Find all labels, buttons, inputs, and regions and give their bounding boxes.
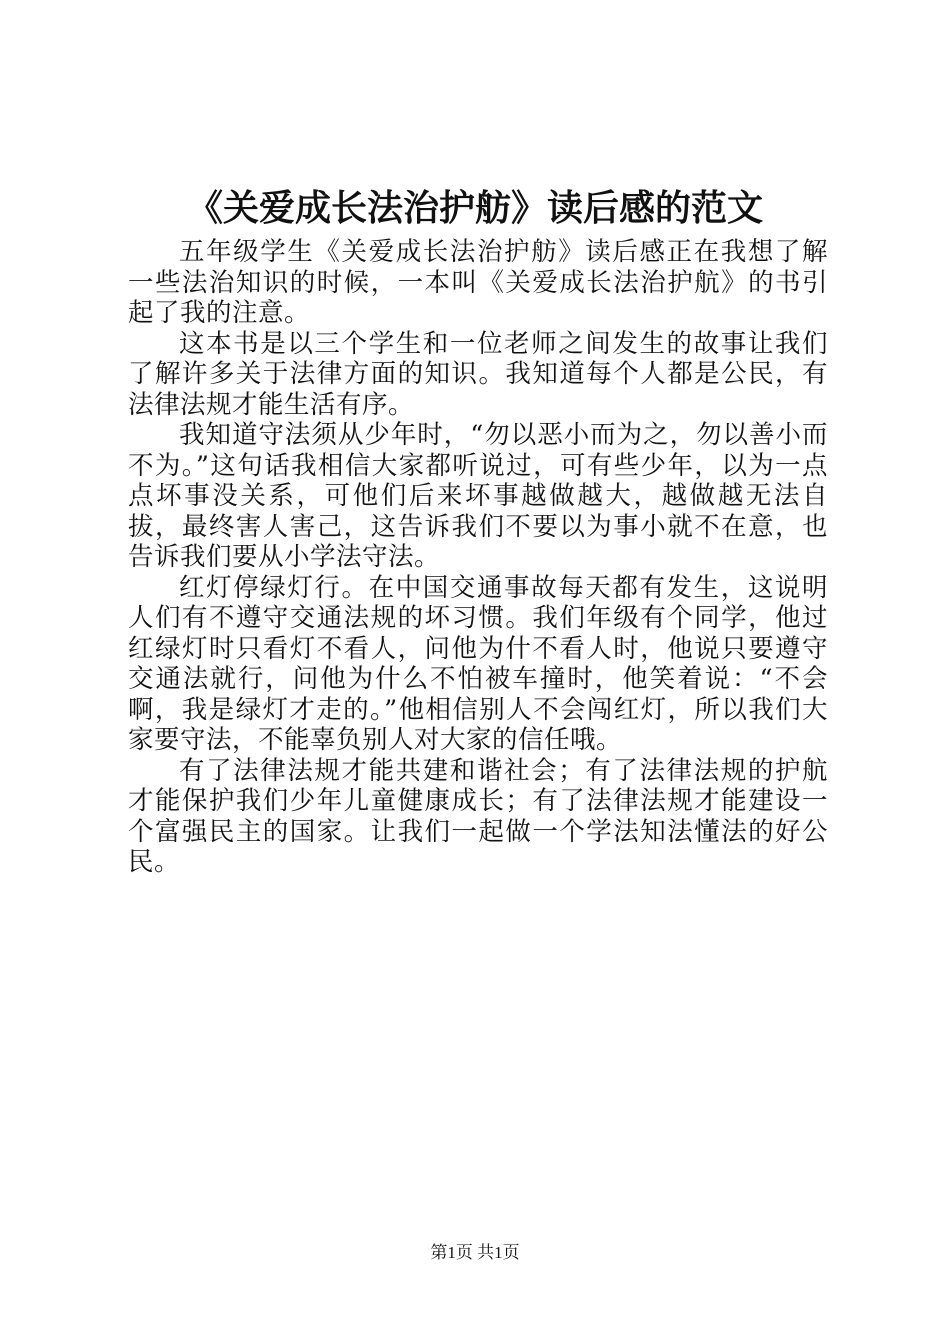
document-body [128,237,828,878]
document-title: 《关爱成长法治护舫》读后感的范文 [186,187,763,229]
paragraph-4: 红灯停绿灯行。在中国交通事故每天都有发生，这说明人们有不遵守交通法规的坏习惯。我们年级有个同学，他过红绿灯时只看灯不看人，问他为什不看人时，他说只要遵守交通法就行，问他为什么不怕被车撞时，他笑着说：“不会啊，我是绿灯才走的。”他相信别人不会闯红灯，所以我们大家要守法，不能辜负别人对大家的信任哦。 [128,572,828,755]
page-footer: 第1页 共1页 [430,1243,520,1262]
paragraph-1: 五年级学生《关爱成长法治护舫》读后感正在我想了解一些法治知识的时候，一本叫《关爱成长法治护航》的书引起了我的注意。 [128,237,828,328]
paragraph-3: 我知道守法须从少年时，“勿以恶小而为之，勿以善小而不为。”这句话我相信大家都听说过，可有些少年，以为一点点坏事没关系，可他们后来坏事越做越大，越做越无法自拔，最终害人害己，这告诉我们不要以为事小就不在意，也告诉我们要从小学法守法。 [128,420,828,572]
paragraph-2: 这本书是以三个学生和一位老师之间发生的故事让我们了解许多关于法律方面的知识。我知道每个人都是公民，有法律法规才能生活有序。 [128,328,828,420]
paragraph-5: 有了法律法规才能共建和谐社会；有了法律法规的护航才能保护我们少年儿童健康成长；有了法律法规才能建设一个富强民主的国家。让我们一起做一个学法知法懂法的好公民。 [128,755,828,877]
